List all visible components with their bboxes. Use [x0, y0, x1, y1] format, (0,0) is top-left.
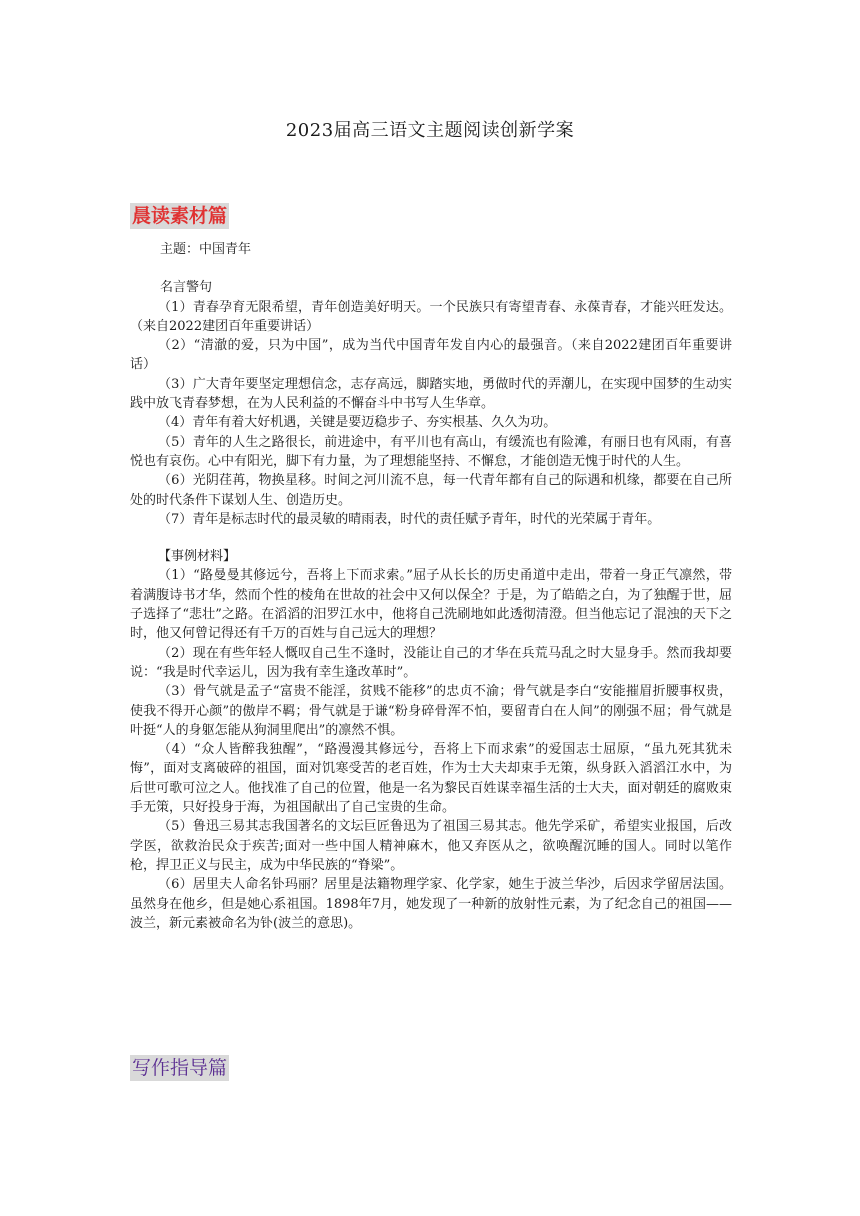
case-paragraph: （1）“路曼曼其修远兮，吾将上下而求索。”屈子从长长的历史甬道中走出，带着一身正气凛然，带着满腹诗书才华，然而个性的棱角在世故的社会中又何以保全？于是，为了皓皓之白，为了独醒于世，屈子选择了“悲壮”之路。在滔滔的汨罗江水中，他将自己洗刷地如此透彻清澄。但当他忘记了混浊的天下之时，他又何曾记得还有千万的百姓与自己远大的理想？	[130, 568, 732, 642]
quote-paragraph: （5）青年的人生之路很长，前进途中，有平川也有高山，有缓流也有险滩，有丽日也有风雨，有喜悦也有哀伤。心中有阳光，脚下有力量，为了理想能坚持、不懈怠，才能创造无愧于时代的人生。	[130, 434, 732, 469]
case-paragraph: （6）居里夫人命名钋玛丽？居里是法籍物理学家、化学家，她生于波兰华沙，后因求学留居法国。虽然身在他乡，但是她心系祖国。1898年7月，她发现了一种新的放射性元素，为了纪念自己的祖国——波兰，新元素被命名为钋(波兰的意思)。	[130, 877, 732, 931]
quote-paragraph: （7）青年是标志时代的最灵敏的晴雨表，时代的责任赋予青年，时代的光荣属于青年。	[158, 511, 661, 527]
case-paragraph: （3）骨气就是孟子“富贵不能淫，贫贱不能移”的忠贞不渝；骨气就是李白“安能摧眉折腰事权贵，使我不得开心颜”的傲岸不羁；骨气就是于谦“粉身碎骨浑不怕，要留青白在人间”的刚强不屈；骨气就是叶挺“人的身躯怎能从狗洞里爬出”的凛然不惧。	[130, 684, 732, 738]
section-heading-morning-reading: 晨读素材篇	[132, 205, 228, 227]
quote-paragraph: （2）“清澈的爱，只为中国”，成为当代中国青年发自内心的最强音。（来自2022建团百年重要讲话）	[130, 338, 732, 373]
theme-line: 主题：中国青年	[160, 242, 252, 257]
section-content	[130, 240, 732, 933]
quote-paragraph: （4）青年有着大好机遇，关键是要迈稳步子、夯实根基、久久为功。	[158, 415, 557, 431]
case-paragraph: （5）鲁迅三易其志我国著名的文坛巨匠鲁迅为了祖国三易其志。他先学采矿，希望实业报国，后改学医，欲救治民众于疾苦;面对一些中国人精神麻木，他又弃医从之，欲唤醒沉睡的国人。同时以笔作枪，捍卫正义与民主，成为中华民族的“脊梁”。	[130, 819, 732, 873]
cases-heading: 【事例材料】	[158, 549, 237, 565]
quote-paragraph: （6）光阴荏苒，物换星移。时间之河川流不息，每一代青年都有自己的际遇和机缘，都要在自己所处的时代条件下谋划人生、创造历史。	[130, 473, 732, 508]
quote-paragraph: （1）青春孕育无限希望，青年创造美好明天。一个民族只有寄望青春、永葆青春，才能兴旺发达。（来自2022建团百年重要讲话）	[130, 299, 732, 334]
case-paragraph: （2）现在有些年轻人慨叹自己生不逢时，没能让自己的才华在兵荒马乱之时大显身手。然而我却要说：“我是时代幸运儿，因为我有幸生逢改革时”。	[130, 645, 732, 680]
quote-paragraph: （3）广大青年要坚定理想信念，志存高远，脚踏实地，勇做时代的弄潮儿，在实现中国梦的生动实践中放飞青春梦想，在为人民利益的不懈奋斗中书写人生华章。	[130, 376, 732, 412]
section-heading-writing-guide: 写作指导篇	[132, 1057, 228, 1079]
quotes-heading: 名言警句	[160, 280, 213, 296]
page-title: 2023届高三语文主题阅读创新学案	[285, 120, 575, 141]
case-paragraph: （4）“众人皆醉我独醒”，“路漫漫其修远兮，吾将上下而求索”的爱国志士屈原，“虽九死其犹未悔”，面对支离破碎的祖国，面对饥寒受苦的老百姓，作为士大夫却束手无策，纵身跃入滔滔江水中，为后世可歌可泣之人。他找准了自己的位置，他是一名为黎民百姓谋幸福生活的士大夫，面对朝廷的腐败束手无策，只好投身于海，为祖国献出了自己宝贵的生命。	[130, 742, 732, 816]
